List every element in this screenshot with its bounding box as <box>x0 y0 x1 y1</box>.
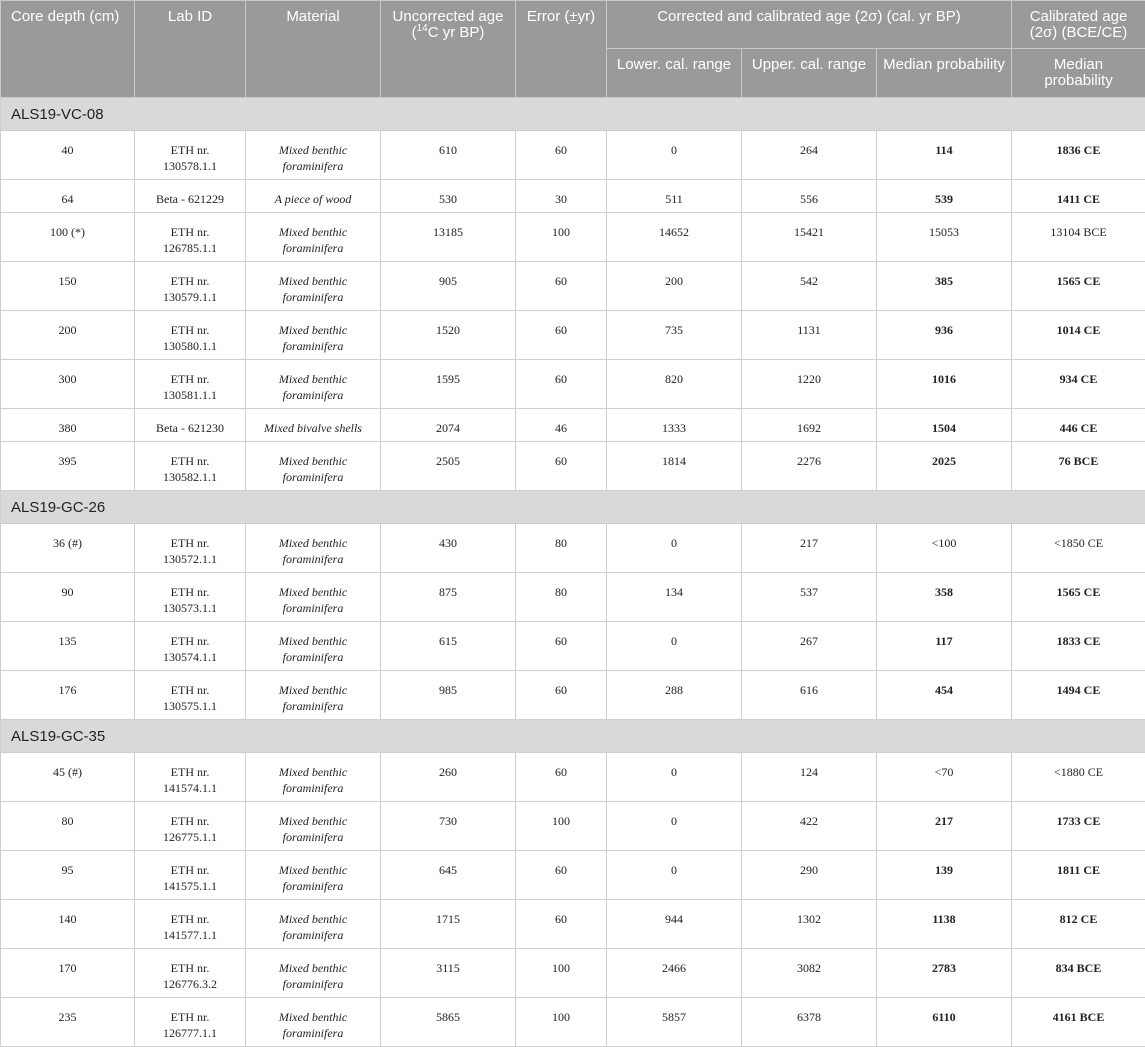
core-depth-cell: 90 <box>1 573 135 622</box>
upper-range-cell: 556 <box>742 180 877 213</box>
material-cell: Mixed bivalve shells <box>246 409 381 442</box>
median-probability-cell: 1504 <box>877 409 1012 442</box>
uncorrected-age-cell: 530 <box>381 180 516 213</box>
lower-range-cell: 1333 <box>607 409 742 442</box>
median-probability-cell: 114 <box>877 131 1012 180</box>
core-depth-cell: 300 <box>1 360 135 409</box>
header-median-bce-ce: Median probability <box>1012 49 1145 98</box>
core-depth-cell: 235 <box>1 998 135 1047</box>
lab-id-cell: ETH nr. 130581.1.1 <box>135 360 246 409</box>
uncorrected-age-cell: 2505 <box>381 442 516 491</box>
error-cell: 60 <box>516 131 607 180</box>
lab-id-cell: Beta - 621229 <box>135 180 246 213</box>
core-depth-cell: 380 <box>1 409 135 442</box>
table-row <box>1 213 1145 262</box>
uncorrected-age-cell: 985 <box>381 671 516 720</box>
table-row <box>1 524 1145 573</box>
median-probability-cell: 15053 <box>877 213 1012 262</box>
header-upper-range: Upper. cal. range <box>742 49 877 98</box>
section-row <box>1 491 1145 524</box>
table-row <box>1 949 1145 998</box>
lower-range-cell: 0 <box>607 753 742 802</box>
median-probability-cell: 6110 <box>877 998 1012 1047</box>
calibrated-age-cell: 446 CE <box>1012 409 1145 442</box>
table-header <box>1 1 1145 98</box>
uncorrected-age-cell: 2074 <box>381 409 516 442</box>
core-depth-cell: 45 (#) <box>1 753 135 802</box>
lab-id-cell: Beta - 621230 <box>135 409 246 442</box>
material-cell: Mixed benthic foraminifera <box>246 311 381 360</box>
core-depth-cell: 150 <box>1 262 135 311</box>
median-probability-cell: 2025 <box>877 442 1012 491</box>
core-depth-cell: 140 <box>1 900 135 949</box>
lower-range-cell: 2466 <box>607 949 742 998</box>
core-depth-cell: 36 (#) <box>1 524 135 573</box>
lab-id-cell: ETH nr. 126785.1.1 <box>135 213 246 262</box>
calibrated-age-cell: <1880 CE <box>1012 753 1145 802</box>
header-uncorrected-age <box>381 1 516 98</box>
table-row <box>1 998 1145 1047</box>
calibrated-age-cell: <1850 CE <box>1012 524 1145 573</box>
uncorrected-age-cell: 615 <box>381 622 516 671</box>
table-row <box>1 262 1145 311</box>
header-corrected-group: Corrected and calibrated age (2σ) (cal. yr BP) <box>607 1 1012 49</box>
calibrated-age-cell: 1565 CE <box>1012 262 1145 311</box>
error-cell: 60 <box>516 360 607 409</box>
table-row <box>1 900 1145 949</box>
header-calibrated-group: Calibrated age (2σ) (BCE/CE) <box>1012 1 1145 49</box>
core-depth-cell: 95 <box>1 851 135 900</box>
lab-id-cell: ETH nr. 141574.1.1 <box>135 753 246 802</box>
upper-range-cell: 1220 <box>742 360 877 409</box>
error-cell: 100 <box>516 802 607 851</box>
lower-range-cell: 5857 <box>607 998 742 1047</box>
error-cell: 80 <box>516 573 607 622</box>
median-probability-cell: <100 <box>877 524 1012 573</box>
calibrated-age-cell: 1565 CE <box>1012 573 1145 622</box>
core-depth-cell: 395 <box>1 442 135 491</box>
uncorrected-age-cell: 260 <box>381 753 516 802</box>
error-cell: 100 <box>516 213 607 262</box>
table-row <box>1 622 1145 671</box>
lower-range-cell: 134 <box>607 573 742 622</box>
median-probability-cell: 539 <box>877 180 1012 213</box>
median-probability-cell: 217 <box>877 802 1012 851</box>
lab-id-cell: ETH nr. 130572.1.1 <box>135 524 246 573</box>
header-median-cal-bp: Median probability <box>877 49 1012 98</box>
median-probability-cell: 936 <box>877 311 1012 360</box>
lower-range-cell: 944 <box>607 900 742 949</box>
lower-range-cell: 200 <box>607 262 742 311</box>
upper-range-cell: 1302 <box>742 900 877 949</box>
median-probability-cell: 1138 <box>877 900 1012 949</box>
core-depth-cell: 80 <box>1 802 135 851</box>
lab-id-cell: ETH nr. 130579.1.1 <box>135 262 246 311</box>
calibrated-age-cell: 1411 CE <box>1012 180 1145 213</box>
table-row <box>1 851 1145 900</box>
uncorrected-age-cell: 875 <box>381 573 516 622</box>
lab-id-cell: ETH nr. 130582.1.1 <box>135 442 246 491</box>
error-cell: 100 <box>516 949 607 998</box>
uncorrected-age-cell: 1715 <box>381 900 516 949</box>
calibrated-age-cell: 13104 BCE <box>1012 213 1145 262</box>
error-cell: 80 <box>516 524 607 573</box>
upper-range-cell: 1692 <box>742 409 877 442</box>
upper-range-cell: 264 <box>742 131 877 180</box>
median-probability-cell: 358 <box>877 573 1012 622</box>
table-row <box>1 180 1145 213</box>
lower-range-cell: 1814 <box>607 442 742 491</box>
lab-id-cell: ETH nr. 130580.1.1 <box>135 311 246 360</box>
header-lab-id: Lab ID <box>135 1 246 98</box>
table-row <box>1 573 1145 622</box>
uncorrected-age-cell: 1595 <box>381 360 516 409</box>
material-cell: Mixed benthic foraminifera <box>246 998 381 1047</box>
section-row <box>1 98 1145 131</box>
upper-range-cell: 537 <box>742 573 877 622</box>
uncorrected-age-cell: 1520 <box>381 311 516 360</box>
upper-range-cell: 3082 <box>742 949 877 998</box>
material-cell: Mixed benthic foraminifera <box>246 851 381 900</box>
material-cell: Mixed benthic foraminifera <box>246 671 381 720</box>
material-cell: Mixed benthic foraminifera <box>246 802 381 851</box>
uncorrected-age-cell: 430 <box>381 524 516 573</box>
lower-range-cell: 820 <box>607 360 742 409</box>
material-cell: Mixed benthic foraminifera <box>246 900 381 949</box>
median-probability-cell: 1016 <box>877 360 1012 409</box>
material-cell: Mixed benthic foraminifera <box>246 262 381 311</box>
error-cell: 60 <box>516 671 607 720</box>
lab-id-cell: ETH nr. 126776.3.2 <box>135 949 246 998</box>
upper-range-cell: 616 <box>742 671 877 720</box>
table-row <box>1 311 1145 360</box>
error-cell: 60 <box>516 442 607 491</box>
table-row <box>1 442 1145 491</box>
material-cell: Mixed benthic foraminifera <box>246 524 381 573</box>
error-cell: 60 <box>516 622 607 671</box>
upper-range-cell: 15421 <box>742 213 877 262</box>
uncorrected-age-cell: 13185 <box>381 213 516 262</box>
lab-id-cell: ETH nr. 126777.1.1 <box>135 998 246 1047</box>
uncorrected-age-cell: 5865 <box>381 998 516 1047</box>
table-row <box>1 802 1145 851</box>
lab-id-cell: ETH nr. 130575.1.1 <box>135 671 246 720</box>
lab-id-cell: ETH nr. 126775.1.1 <box>135 802 246 851</box>
section-row <box>1 720 1145 753</box>
lower-range-cell: 511 <box>607 180 742 213</box>
lower-range-cell: 735 <box>607 311 742 360</box>
material-cell: Mixed benthic foraminifera <box>246 753 381 802</box>
header-error: Error (±yr) <box>516 1 607 98</box>
material-cell: Mixed benthic foraminifera <box>246 131 381 180</box>
lab-id-cell: ETH nr. 141575.1.1 <box>135 851 246 900</box>
section-title: ALS19-VC-08 <box>1 98 1145 131</box>
calibrated-age-cell: 1833 CE <box>1012 622 1145 671</box>
lab-id-cell: ETH nr. 130573.1.1 <box>135 573 246 622</box>
material-cell: Mixed benthic foraminifera <box>246 949 381 998</box>
table-row <box>1 131 1145 180</box>
lower-range-cell: 14652 <box>607 213 742 262</box>
lab-id-cell: ETH nr. 130574.1.1 <box>135 622 246 671</box>
header-uncorrected-pre: Uncorrected age ( <box>393 8 504 41</box>
upper-range-cell: 290 <box>742 851 877 900</box>
table-row <box>1 671 1145 720</box>
section-title: ALS19-GC-26 <box>1 491 1145 524</box>
table-row <box>1 360 1145 409</box>
material-cell: A piece of wood <box>246 180 381 213</box>
calibrated-age-cell: 4161 BCE <box>1012 998 1145 1047</box>
calibrated-age-cell: 1494 CE <box>1012 671 1145 720</box>
header-material: Material <box>246 1 381 98</box>
upper-range-cell: 124 <box>742 753 877 802</box>
error-cell: 60 <box>516 262 607 311</box>
material-cell: Mixed benthic foraminifera <box>246 213 381 262</box>
upper-range-cell: 2276 <box>742 442 877 491</box>
uncorrected-age-cell: 3115 <box>381 949 516 998</box>
upper-range-cell: 267 <box>742 622 877 671</box>
calibrated-age-cell: 1836 CE <box>1012 131 1145 180</box>
lower-range-cell: 0 <box>607 524 742 573</box>
table-row <box>1 753 1145 802</box>
lower-range-cell: 288 <box>607 671 742 720</box>
calibrated-age-cell: 934 CE <box>1012 360 1145 409</box>
upper-range-cell: 422 <box>742 802 877 851</box>
error-cell: 100 <box>516 998 607 1047</box>
header-core-depth: Core depth (cm) <box>1 1 135 98</box>
error-cell: 60 <box>516 900 607 949</box>
median-probability-cell: 454 <box>877 671 1012 720</box>
median-probability-cell: 139 <box>877 851 1012 900</box>
calibrated-age-cell: 1733 CE <box>1012 802 1145 851</box>
material-cell: Mixed benthic foraminifera <box>246 622 381 671</box>
material-cell: Mixed benthic foraminifera <box>246 442 381 491</box>
lab-id-cell: ETH nr. 130578.1.1 <box>135 131 246 180</box>
table-row <box>1 409 1145 442</box>
upper-range-cell: 1131 <box>742 311 877 360</box>
core-depth-cell: 100 (*) <box>1 213 135 262</box>
calibrated-age-cell: 834 BCE <box>1012 949 1145 998</box>
lower-range-cell: 0 <box>607 851 742 900</box>
header-uncorrected-sup: 14 <box>417 23 428 34</box>
calibrated-age-cell: 76 BCE <box>1012 442 1145 491</box>
lower-range-cell: 0 <box>607 802 742 851</box>
uncorrected-age-cell: 645 <box>381 851 516 900</box>
core-depth-cell: 135 <box>1 622 135 671</box>
lower-range-cell: 0 <box>607 131 742 180</box>
median-probability-cell: 2783 <box>877 949 1012 998</box>
core-depth-cell: 200 <box>1 311 135 360</box>
uncorrected-age-cell: 730 <box>381 802 516 851</box>
error-cell: 60 <box>516 311 607 360</box>
calibrated-age-cell: 1811 CE <box>1012 851 1145 900</box>
upper-range-cell: 6378 <box>742 998 877 1047</box>
material-cell: Mixed benthic foraminifera <box>246 360 381 409</box>
upper-range-cell: 542 <box>742 262 877 311</box>
uncorrected-age-cell: 610 <box>381 131 516 180</box>
core-depth-cell: 40 <box>1 131 135 180</box>
header-lower-range: Lower. cal. range <box>607 49 742 98</box>
calibrated-age-cell: 812 CE <box>1012 900 1145 949</box>
header-uncorrected-post: C yr BP) <box>428 24 485 41</box>
median-probability-cell: 117 <box>877 622 1012 671</box>
median-probability-cell: 385 <box>877 262 1012 311</box>
error-cell: 60 <box>516 851 607 900</box>
lower-range-cell: 0 <box>607 622 742 671</box>
core-depth-cell: 64 <box>1 180 135 213</box>
lab-id-cell: ETH nr. 141577.1.1 <box>135 900 246 949</box>
median-probability-cell: <70 <box>877 753 1012 802</box>
error-cell: 30 <box>516 180 607 213</box>
upper-range-cell: 217 <box>742 524 877 573</box>
error-cell: 46 <box>516 409 607 442</box>
error-cell: 60 <box>516 753 607 802</box>
core-depth-cell: 176 <box>1 671 135 720</box>
core-depth-cell: 170 <box>1 949 135 998</box>
section-title: ALS19-GC-35 <box>1 720 1145 753</box>
calibrated-age-cell: 1014 CE <box>1012 311 1145 360</box>
uncorrected-age-cell: 905 <box>381 262 516 311</box>
table-body <box>1 98 1145 1047</box>
material-cell: Mixed benthic foraminifera <box>246 573 381 622</box>
